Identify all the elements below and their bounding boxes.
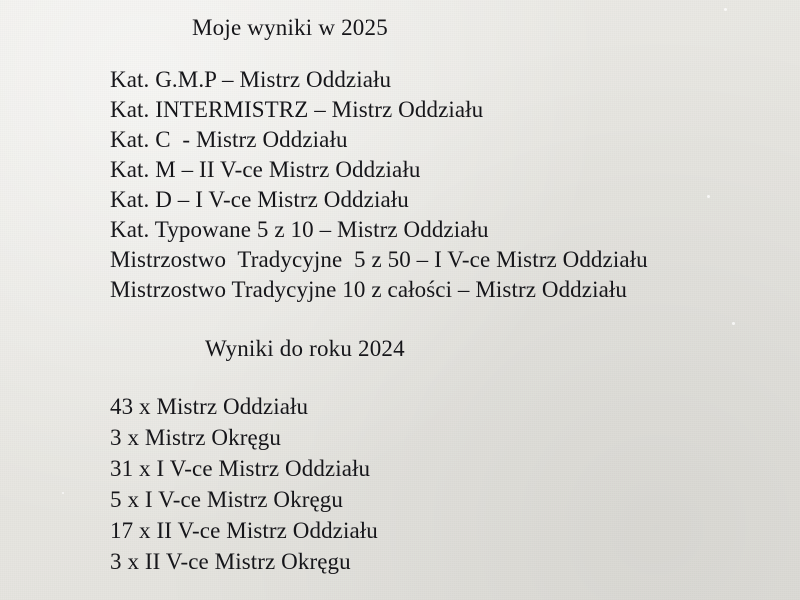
- list-item: Kat. Typowane 5 z 10 – Mistrz Oddziału: [110, 217, 489, 242]
- list-item: 31 x I V-ce Mistrz Oddziału: [110, 456, 371, 481]
- list-item: Kat. INTERMISTRZ – Mistrz Oddziału: [110, 97, 484, 122]
- list-item: 3 x II V-ce Mistrz Okręgu: [110, 549, 351, 574]
- list-item: 17 x II V-ce Mistrz Oddziału: [110, 518, 378, 543]
- results-until-2024-list: [110, 395, 378, 581]
- list-item: Kat. G.M.P – Mistrz Oddziału: [110, 67, 392, 92]
- list-item: Mistrzostwo Tradycyjne 5 z 50 – I V-ce Mistrz Oddziału: [110, 247, 648, 272]
- list-item: Kat. C - Mistrz Oddziału: [110, 127, 348, 152]
- list-item: 3 x Mistrz Okręgu: [110, 425, 281, 450]
- list-item: Kat. M – II V-ce Mistrz Oddziału: [110, 157, 421, 182]
- light-speck: [732, 322, 735, 325]
- light-speck: [707, 195, 710, 198]
- results-2025-list: [110, 68, 648, 308]
- list-item: Mistrzostwo Tradycyjne 10 z całości – Mistrz Oddziału: [110, 277, 627, 302]
- section-title-results-2025: Moje wyniki w 2025: [192, 15, 388, 40]
- list-item: 5 x I V-ce Mistrz Okręgu: [110, 487, 343, 512]
- light-speck: [724, 8, 727, 11]
- list-item: 43 x Mistrz Oddziału: [110, 394, 309, 419]
- list-item: Kat. D – I V-ce Mistrz Oddziału: [110, 187, 409, 212]
- section-title-results-until-2024: Wyniki do roku 2024: [205, 336, 405, 361]
- light-speck: [62, 492, 64, 494]
